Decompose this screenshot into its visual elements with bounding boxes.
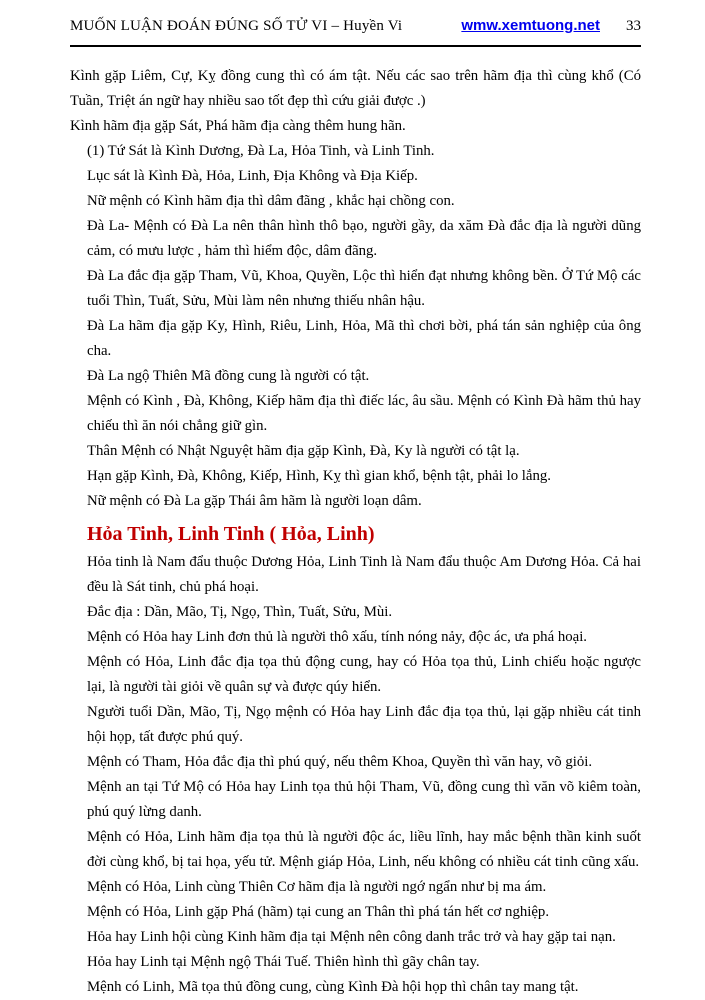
paragraph: Lục sát là Kình Đà, Hỏa, Linh, Địa Không và Địa Kiếp. [87, 168, 418, 184]
paragraph: Người tuổi Dần, Mão, Tị, Ngọ mệnh có Hỏa hay Linh đắc địa tọa thủ, lại gặp nhiều cát tinh hội họp, tất được phú quý. [87, 704, 641, 745]
paragraph: Mệnh có Hỏa, Linh hãm địa tọa thủ là người độc ác, liều lĩnh, hay mắc bệnh thần kinh suốt đời cùng khổ, bị tai họa, yếu tử. Mệnh giáp Hỏa, Linh, nếu không có nhiều cát tinh cũng xấu. [87, 829, 641, 870]
site-link[interactable]: wmw.xemtuong.net [461, 17, 600, 34]
paragraph: (1) Tứ Sát là Kình Dương, Đà La, Hỏa Tinh, và Linh Tinh. [87, 143, 435, 159]
paragraph: Mệnh có Linh, Mã tọa thủ đồng cung, cùng Kình Đà hội họp thì chân tay mang tật. [87, 979, 579, 995]
paragraph: Kình hãm địa gặp Sát, Phá hãm địa càng thêm hung hãn. [70, 118, 406, 134]
paragraph: Hỏa hay Linh tại Mệnh ngộ Thái Tuế. Thiên hình thì gãy chân tay. [87, 954, 480, 970]
paragraph: Nữ mệnh có Đà La gặp Thái âm hãm là người loạn dâm. [87, 493, 422, 509]
page-number: 33 [626, 18, 641, 34]
paragraph: Kình gặp Liêm, Cự, Kỵ đồng cung thì có ám tật. Nếu các sao trên hãm địa thì cùng khổ (Có Tuần, Triệt án ngữ hay nhiều sao tốt đẹp thì cứu giải được .) [70, 68, 641, 109]
paragraph: Mệnh có Tham, Hỏa đắc địa thì phú quý, nếu thêm Khoa, Quyền thì văn hay, võ giỏi. [87, 754, 593, 770]
paragraph: Thân Mệnh có Nhật Nguyệt hãm địa gặp Kình, Đà, Ky là người có tật lạ. [87, 443, 520, 459]
paragraph: Nữ mệnh có Kình hãm địa thì dâm đãng , khắc hại chồng con. [87, 193, 455, 209]
section-heading: Hỏa Tinh, Linh Tinh ( Hỏa, Linh) [87, 523, 375, 545]
page-header [70, 16, 641, 36]
paragraph: Mệnh có Hỏa, Linh đắc địa tọa thủ động cung, hay có Hỏa tọa thủ, Linh chiếu hoặc ngược lại, là người tài giỏi về quân sự và được qúy hiển. [87, 654, 641, 695]
paragraph: Đà La hãm địa gặp Ky, Hình, Riêu, Linh, Hỏa, Mã thì chơi bời, phá tán sản nghiệp của ông cha. [87, 318, 641, 359]
paragraph: Đà La ngộ Thiên Mã đồng cung là người có tật. [87, 368, 370, 384]
header-title: MUỐN LUẬN ĐOÁN ĐÚNG SỐ TỬ VI – Huyền Vi [70, 18, 403, 34]
paragraph: Đà La- Mệnh có Đà La nên thân hình thô bạo, người gầy, da xăm Đà đắc địa là người dũng cảm, có mưu lược , hảm thì hiểm độc, dâm đãng. [87, 218, 641, 259]
paragraph: Đà La đắc địa gặp Tham, Vũ, Khoa, Quyền, Lộc thì hiển đạt nhưng không bền. Ở Tứ Mộ các tuổi Thìn, Tuất, Sửu, Mùi làm nên nhưng thiếu nhân hậu. [87, 268, 641, 309]
document-body [70, 64, 641, 1000]
paragraph: Mệnh có Hỏa, Linh cùng Thiên Cơ hãm địa là người ngớ ngẩn như bị ma ám. [87, 879, 547, 895]
paragraph: Hỏa hay Linh hội cùng Kinh hãm địa tại Mệnh nên công danh trắc trở và hay gặp tai nạn. [87, 929, 616, 945]
paragraph: Mệnh có Kình , Đà, Không, Kiếp hãm địa thì điếc lác, âu sầu. Mệnh có Kình Đà hãm thủ hay chiếu thì ăn nói chẳng giữ gìn. [87, 393, 641, 434]
paragraph: Mệnh có Hỏa, Linh gặp Phá (hãm) tại cung an Thân thì phá tán hết cơ nghiệp. [87, 904, 550, 920]
paragraph: Mệnh có Hỏa hay Linh đơn thủ là người thô xấu, tính nóng nảy, độc ác, ưa phá hoại. [87, 629, 588, 645]
header-divider [70, 45, 641, 47]
paragraph: Hạn gặp Kình, Đà, Không, Kiếp, Hình, Kỵ thì gian khổ, bệnh tật, phải lo lắng. [87, 468, 551, 484]
paragraph: Mệnh an tại Tứ Mộ có Hỏa hay Linh tọa thủ hội Tham, Vũ, đồng cung thì văn võ kiêm toàn, phú quý lừng danh. [87, 779, 641, 820]
paragraph: Hỏa tinh là Nam đẩu thuộc Dương Hỏa, Linh Tinh là Nam đẩu thuộc Am Dương Hỏa. Cả hai đều là Sát tinh, chủ phá hoại. [87, 554, 641, 595]
paragraph: Đắc địa : Dần, Mão, Tị, Ngọ, Thìn, Tuất, Sửu, Mùi. [87, 604, 393, 620]
